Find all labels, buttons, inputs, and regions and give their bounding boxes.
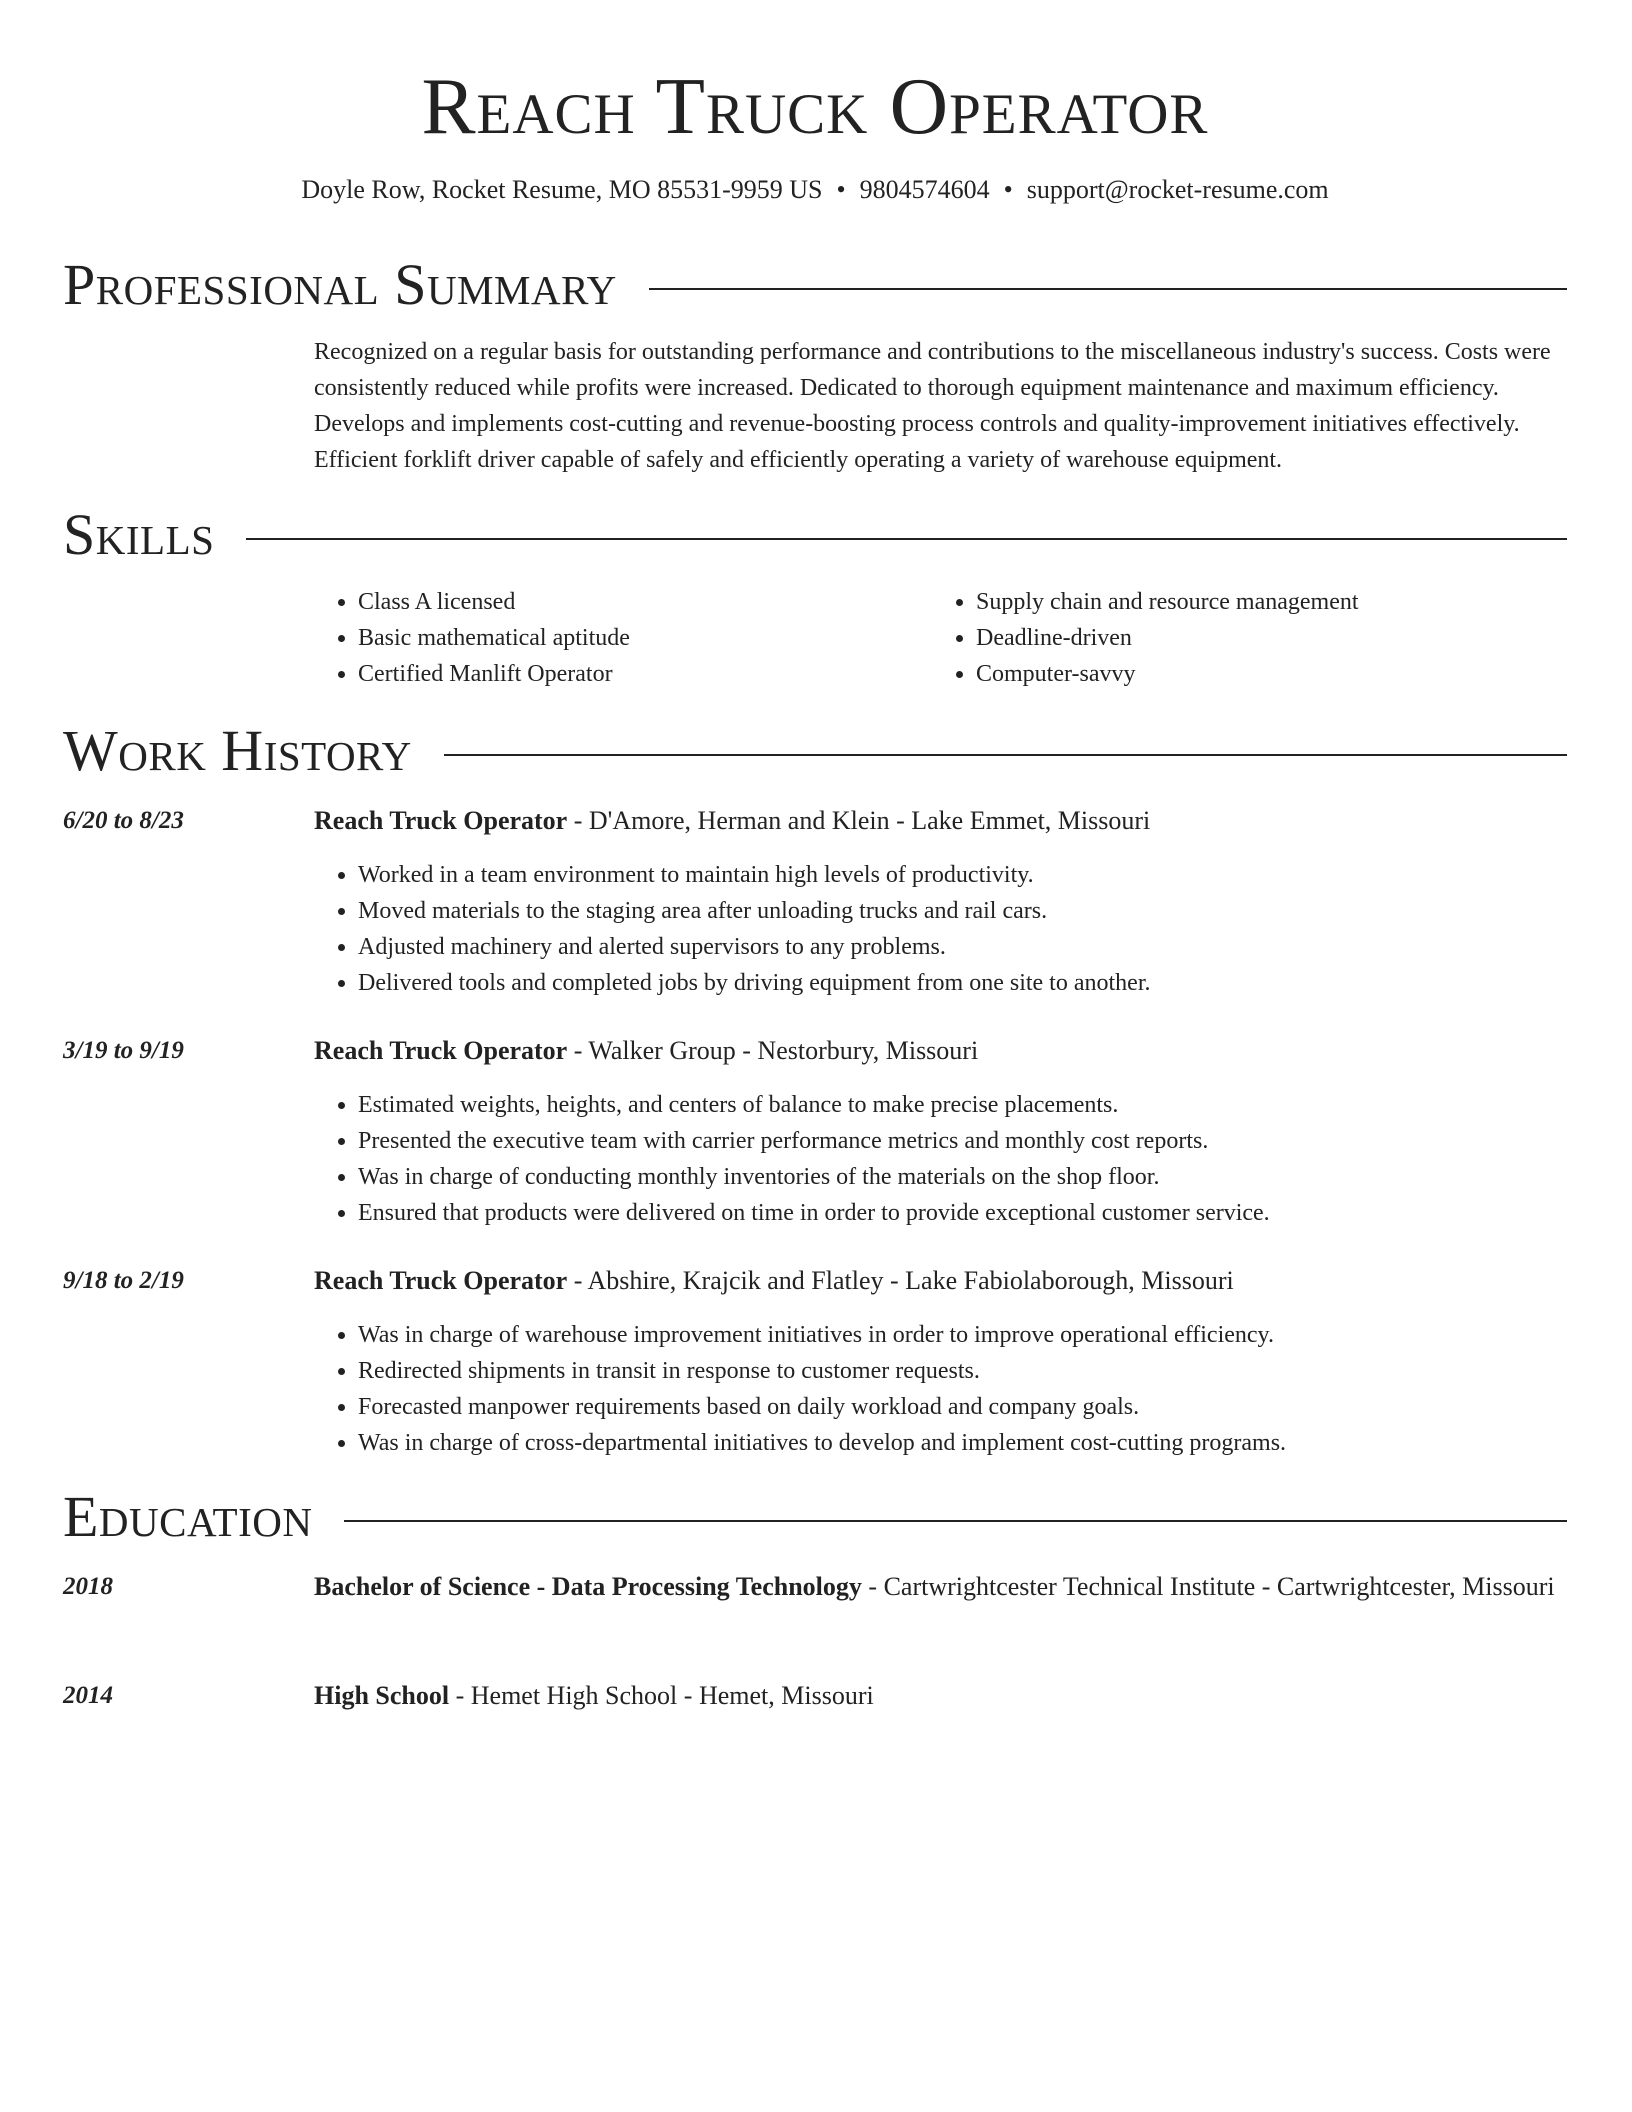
summary-text: Recognized on a regular basis for outstanding performance and contributions to the miscellaneous industry's success. Costs were consistently reduced while profits were increased. Dedicated to thorough equipment maintenance and maximum efficiency. Develops and implements cost-cutting and revenue-boosting process controls and quality-improvement initiatives effectively. Efficient forklift driver capable of safely and efficiently operating a variety of warehouse equipment. bbox=[314, 339, 1551, 473]
job-title: Reach Truck Operator bbox=[314, 1036, 568, 1065]
skill-item: • Deadline-driven bbox=[976, 620, 1550, 656]
education-year: 2014 bbox=[63, 1682, 113, 1709]
summary-section-header bbox=[63, 250, 1567, 320]
job-bullet: • Delivered tools and completed jobs by driving equipment from one site to another. bbox=[358, 965, 1567, 1001]
section-divider bbox=[246, 538, 1567, 540]
contact-phone: 9804574604 bbox=[859, 175, 990, 204]
job-title-line bbox=[314, 1261, 1567, 1301]
contact-line bbox=[63, 172, 1567, 208]
job-title-line bbox=[314, 1031, 1567, 1071]
skill-item: • Class A licensed bbox=[358, 584, 932, 620]
work-section-header bbox=[63, 716, 1567, 786]
job-employer-location: - Walker Group - Nestorbury, Missouri bbox=[567, 1036, 979, 1065]
skills-section-header bbox=[63, 500, 1567, 570]
job-bullet: • Was in charge of warehouse improvement initiatives in order to improve operational efficiency. bbox=[358, 1317, 1567, 1353]
job-bullet: • Was in charge of cross-departmental initiatives to develop and implement cost-cutting programs. bbox=[358, 1425, 1567, 1461]
education-line bbox=[314, 1676, 1567, 1716]
skills-heading: Skills bbox=[63, 502, 215, 567]
job-bullets bbox=[314, 1087, 1567, 1231]
job-bullet: • Was in charge of conducting monthly inventories of the materials on the shop floor. bbox=[358, 1159, 1567, 1195]
job-title: Reach Truck Operator bbox=[314, 806, 568, 835]
job-bullet: • Redirected shipments in transit in response to customer requests. bbox=[358, 1353, 1567, 1389]
section-divider bbox=[649, 288, 1567, 290]
job-bullet: • Forecasted manpower requirements based on daily workload and company goals. bbox=[358, 1389, 1567, 1425]
skill-item: • Certified Manlift Operator bbox=[358, 656, 932, 692]
job-bullet: • Ensured that products were delivered on time in order to provide exceptional customer service. bbox=[358, 1195, 1567, 1231]
skill-item: • Computer-savvy bbox=[976, 656, 1550, 692]
job-bullet: • Adjusted machinery and alerted supervisors to any problems. bbox=[358, 929, 1567, 965]
summary-block bbox=[314, 334, 1567, 478]
contact-separator: • bbox=[836, 175, 846, 204]
job-dates: 3/19 to 9/19 bbox=[63, 1037, 184, 1064]
education-institution: - Cartwrightcester Technical Institute - Cartwrightcester, Missouri bbox=[861, 1572, 1555, 1601]
resume-page bbox=[63, 0, 1567, 2112]
job-bullets bbox=[314, 1317, 1567, 1461]
skills-list-left bbox=[314, 584, 932, 692]
work-heading: Work History bbox=[63, 718, 412, 783]
education-degree: Bachelor of Science - Data Processing Technology bbox=[314, 1572, 862, 1601]
job-bullets bbox=[314, 857, 1567, 1001]
job-employer-location: - Abshire, Krajcik and Flatley - Lake Fabiolaborough, Missouri bbox=[567, 1266, 1234, 1295]
job-title: Reach Truck Operator bbox=[314, 1266, 568, 1295]
section-divider bbox=[344, 1520, 1567, 1522]
summary-heading: Professional Summary bbox=[63, 252, 617, 317]
section-divider bbox=[444, 754, 1567, 756]
job-dates: 6/20 to 8/23 bbox=[63, 807, 184, 834]
skills-block bbox=[314, 584, 1567, 692]
job-bullet: • Estimated weights, heights, and centers of balance to make precise placements. bbox=[358, 1087, 1567, 1123]
skills-list-right bbox=[932, 584, 1550, 692]
contact-address: Doyle Row, Rocket Resume, MO 85531-9959 US bbox=[301, 175, 823, 204]
education-line bbox=[314, 1567, 1567, 1607]
job-dates: 9/18 to 2/19 bbox=[63, 1267, 184, 1294]
job-bullet: • Worked in a team environment to maintain high levels of productivity. bbox=[358, 857, 1567, 893]
job-title-line bbox=[314, 801, 1567, 841]
skill-item: • Supply chain and resource management bbox=[976, 584, 1550, 620]
contact-separator: • bbox=[1003, 175, 1013, 204]
education-institution: - Hemet High School - Hemet, Missouri bbox=[449, 1681, 874, 1710]
job-bullet: • Moved materials to the staging area after unloading trucks and rail cars. bbox=[358, 893, 1567, 929]
candidate-name: Reach Truck Operator bbox=[421, 61, 1209, 151]
contact-email: support@rocket-resume.com bbox=[1026, 175, 1329, 204]
skill-item: • Basic mathematical aptitude bbox=[358, 620, 932, 656]
job-bullet: • Presented the executive team with carrier performance metrics and monthly cost reports. bbox=[358, 1123, 1567, 1159]
education-year: 2018 bbox=[63, 1573, 113, 1600]
job-employer-location: - D'Amore, Herman and Klein - Lake Emmet, Missouri bbox=[567, 806, 1151, 835]
education-section-header bbox=[63, 1482, 1567, 1552]
education-heading: Education bbox=[63, 1484, 313, 1549]
education-degree: High School bbox=[314, 1681, 450, 1710]
